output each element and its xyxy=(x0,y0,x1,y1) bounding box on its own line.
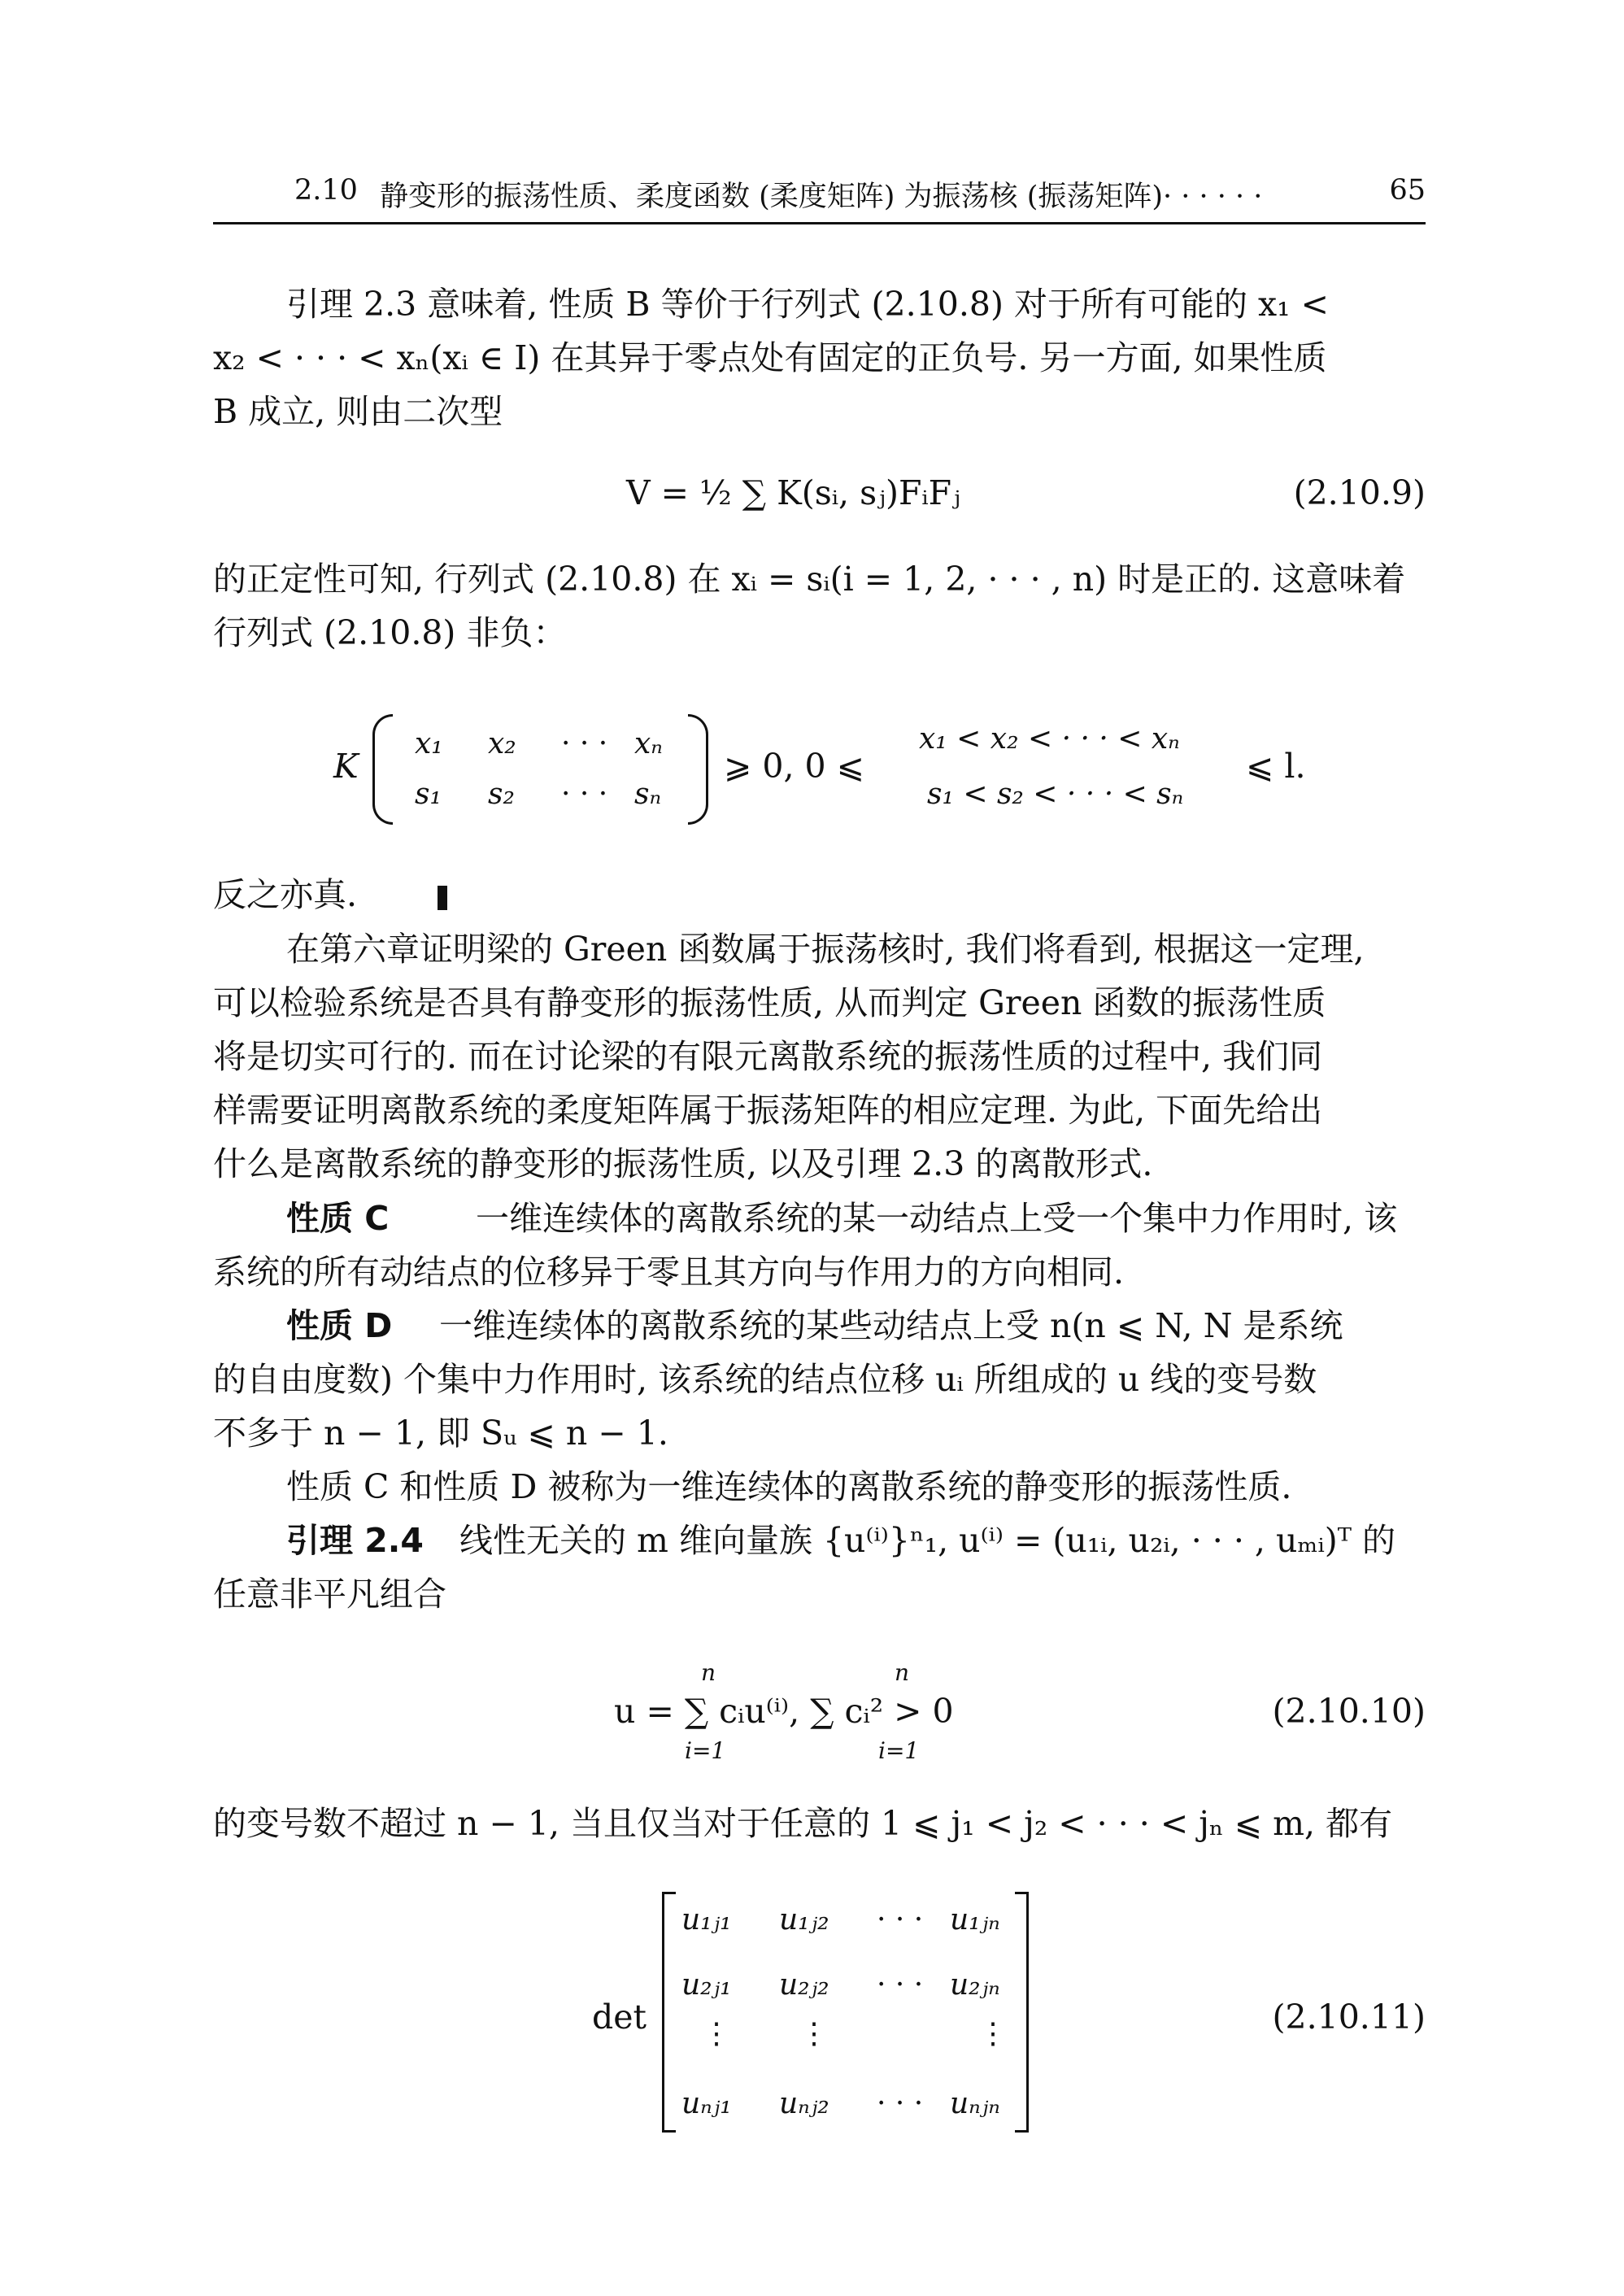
matrix-entry: u₂ⱼ₂ xyxy=(779,1968,829,2002)
lemma-2-4-label: 引理 2.4 xyxy=(286,1521,424,1560)
matrix-entry: ⋮ xyxy=(702,2017,731,2050)
matrix-entry: u₁ⱼ₁ xyxy=(681,1903,732,1937)
sum-lower-limit: i=1 xyxy=(685,1737,726,1764)
text-line: 不多于 n − 1, 即 Sᵤ ⩽ n − 1. xyxy=(213,1414,668,1453)
equation-number: (2.10.11) xyxy=(1272,1998,1426,2037)
matrix-entry: ⋮ xyxy=(978,2017,1008,2050)
condition-bottom: s₁ < s₂ < · · · < sₙ xyxy=(927,778,1184,811)
matrix-entry: x₂ xyxy=(488,727,516,760)
inequality-end: ⩽ l. xyxy=(1246,747,1306,786)
text-line: 什么是离散系统的静变形的振荡性质, 以及引理 2.3 的离散形式. xyxy=(213,1144,1153,1183)
kernel-matrix xyxy=(407,727,683,817)
det-matrix xyxy=(681,1903,1023,2131)
text-line: B 成立, 则由二次型 xyxy=(213,392,503,431)
running-header xyxy=(213,174,1426,213)
matrix-entry: sₙ xyxy=(634,778,662,811)
matrix-entry: · · · xyxy=(877,1968,924,2002)
text-line: x₂ < · · · < xₙ(xᵢ ∈ I) 在其异于零点处有固定的正负号. 另一方面, 如果性质 xyxy=(213,338,1327,377)
inequality-middle: ⩾ 0, 0 ⩽ xyxy=(724,747,865,786)
property-d-label: 性质 D xyxy=(286,1306,393,1345)
equation-number: (2.10.9) xyxy=(1293,473,1426,512)
equation-number: (2.10.10) xyxy=(1272,1692,1426,1731)
right-paren xyxy=(688,714,708,825)
det-label: det xyxy=(592,1998,647,2037)
left-bracket xyxy=(662,1892,676,2133)
sum-upper-limit: n xyxy=(895,1659,910,1686)
text-line: 可以检验系统是否具有静变形的振荡性质, 从而判定 Green 函数的振荡性质 xyxy=(213,983,1326,1022)
text-line: 将是切实可行的. 而在讨论梁的有限元离散系统的振荡性质的过程中, 我们同 xyxy=(213,1037,1323,1076)
sum-lower-limit: i=1 xyxy=(878,1737,920,1764)
text-line: 在第六章证明梁的 Green 函数属于振荡核时, 我们将看到, 根据这一定理, xyxy=(286,930,1365,969)
text-line: 任意非平凡组合 xyxy=(213,1575,446,1614)
matrix-entry: u₁ⱼₙ xyxy=(950,1903,1000,1937)
right-bracket xyxy=(1015,1892,1029,2133)
left-paren xyxy=(372,714,393,825)
text-line: 的自由度数) 个集中力作用时, 该系统的结点位移 uᵢ 所组成的 u 线的变号数 xyxy=(213,1360,1317,1399)
text-line: 引理 2.3 意味着, 性质 B 等价于行列式 (2.10.8) 对于所有可能的 x₁ < xyxy=(286,285,1329,324)
text-line: 的正定性可知, 行列式 (2.10.8) 在 xᵢ = sᵢ(i = 1, 2, · · · , n) 时是正的. 这意味着 xyxy=(213,560,1406,599)
kernel-symbol: K xyxy=(333,747,359,786)
matrix-entry: u₂ⱼₙ xyxy=(950,1968,1000,2002)
matrix-entry: u₂ⱼ₁ xyxy=(681,1968,732,2002)
matrix-entry: uₙⱼₙ xyxy=(950,2087,1000,2120)
text-line: 行列式 (2.10.8) 非负： xyxy=(213,613,567,652)
matrix-entry: xₙ xyxy=(634,727,663,760)
condition-top: x₁ < x₂ < · · · < xₙ xyxy=(919,722,1180,756)
equation-2-10-9: V = ½ ∑ K(sᵢ, sⱼ)FᵢFⱼ xyxy=(626,473,960,512)
text-line: 系统的所有动结点的位移异于零且其方向与作用力的方向相同. xyxy=(213,1253,1125,1292)
text-line: 一维连续体的离散系统的某一动结点上受一个集中力作用时, 该 xyxy=(476,1199,1398,1238)
text-line: 的变号数不超过 n − 1, 当且仅当对于任意的 1 ⩽ j₁ < j₂ < · · · < jₙ ⩽ m, 都有 xyxy=(213,1804,1393,1843)
text-line: 一维连续体的离散系统的某些动结点上受 n(n ⩽ N, N 是系统 xyxy=(439,1306,1343,1345)
header-section: 2.10 xyxy=(294,174,358,207)
equation-2-10-10: u = ∑ cᵢu⁽ⁱ⁾, ∑ cᵢ² > 0 xyxy=(614,1692,954,1731)
matrix-entry: u₁ⱼ₂ xyxy=(779,1903,829,1937)
text-line: 性质 C 和性质 D 被称为一维连续体的离散系统的静变形的振荡性质. xyxy=(286,1467,1292,1506)
matrix-entry: uₙⱼ₁ xyxy=(681,2087,732,2120)
text-line: 样需要证明离散系统的柔度矩阵属于振荡矩阵的相应定理. 为此, 下面先给出 xyxy=(213,1091,1323,1130)
page-number: 65 xyxy=(1389,174,1426,207)
matrix-entry: ⋮ xyxy=(799,2017,829,2050)
matrix-entry: s₂ xyxy=(488,778,515,811)
text-line: 线性无关的 m 维向量族 {u⁽ⁱ⁾}ⁿ₁, u⁽ⁱ⁾ = (u₁ᵢ, u₂ᵢ, · · · , uₘᵢ)ᵀ 的 xyxy=(459,1521,1396,1560)
sum-upper-limit: n xyxy=(701,1659,716,1686)
qed-mark xyxy=(438,886,447,910)
matrix-entry: · · · xyxy=(561,778,608,811)
text-line: 反之亦真. xyxy=(213,875,358,914)
matrix-entry: · · · xyxy=(877,2087,924,2120)
matrix-entry: · · · xyxy=(877,1903,924,1937)
matrix-entry: s₁ xyxy=(415,778,442,811)
property-c-label: 性质 C xyxy=(286,1199,390,1238)
matrix-entry: · · · xyxy=(561,727,608,760)
header-rule xyxy=(213,222,1426,224)
matrix-entry: x₁ xyxy=(415,727,443,760)
matrix-entry: uₙⱼ₂ xyxy=(779,2087,829,2120)
header-title: 静变形的振荡性质、柔度函数 (柔度矩阵) 为振荡核 (振荡矩阵)· · · · · · xyxy=(380,181,1263,213)
